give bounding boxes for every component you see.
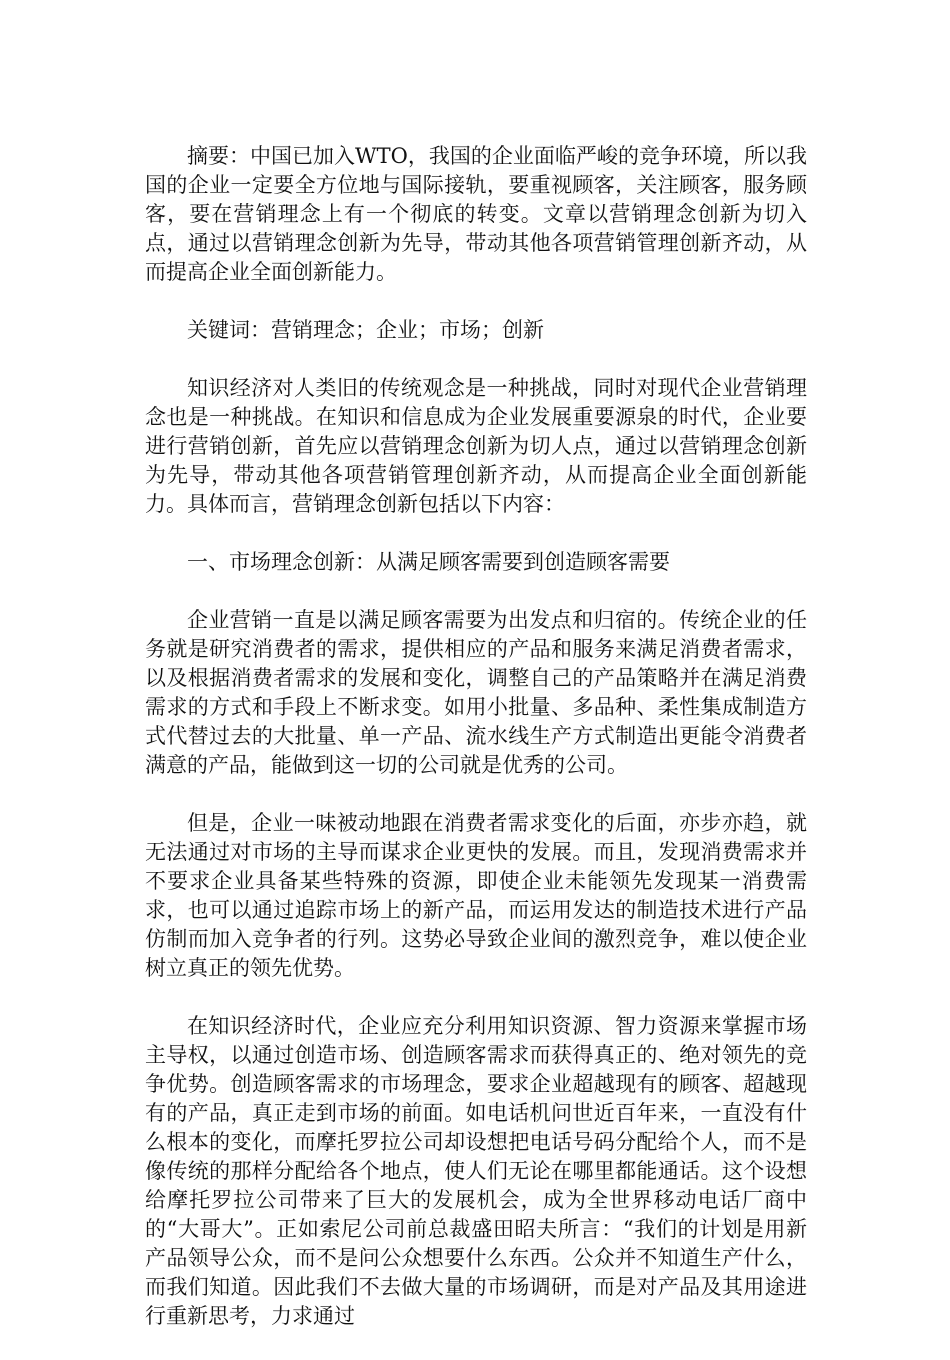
section-heading: 一、市场理念创新：从满足顾客需要到创造顾客需要 [187,550,670,574]
body-paragraph-1: 企业营销一直是以满足顾客需要为出发点和归宿的。传统企业的任务就是研究消费者的需求，提供相应的产品和服务来满足消费者需求，以及根据消费者需求的发展和变化，调整自己的产品策略并在满足消费需求的方式和手段上不断求变。如用小批量、多品种、柔性集成制造方式代替过去的大批量、单一产品、流水线生产方式制造出更能令消费者满意的产品，能做到这一切的公司就是优秀的公司。 [145,608,807,777]
intro-paragraph: 知识经济对人类旧的传统观念是一种挑战，同时对现代企业营销理念也是一种挑战。在知识和信息成为企业发展重要源泉的时代，企业要进行营销创新，首先应以营销理念创新为切人点，通过以营销理念创新为先导，带动其他各项营销管理创新齐动，从而提高企业全面创新能力。具体而言，营销理念创新包括以下内容： [145,376,807,516]
abstract-paragraph: 摘要：中国已加入WTO，我国的企业面临严峻的竞争环境，所以我国的企业一定要全方位地与国际接轨，要重视顾客，关注顾客，服务顾客，要在营销理念上有一个彻底的转变。文章以营销理念创新为切入点，通过以营销理念创新为先导，带动其他各项营销管理创新齐动，从而提高企业全面创新能力。 [145,144,807,284]
body-paragraph-2: 但是，企业一味被动地跟在消费者需求变化的后面，亦步亦趋，就无法通过对市场的主导而谋求企业更快的发展。而且，发现消费需求并不要求企业具备某些特殊的资源，即使企业未能领先发现某一消费需求，也可以通过追踪市场上的新产品，而运用发达的制造技术进行产品仿制而加入竞争者的行列。这势必导致企业间的激烈竞争，难以使企业树立真正的领先优势。 [145,811,807,980]
keywords-line: 关键词：营销理念；企业；市场；创新 [187,318,544,342]
document-page [145,142,807,1360]
body-paragraph-3: 在知识经济时代，企业应充分利用知识资源、智力资源来掌握市场主导权，以通过创造市场、创造顾客需求而获得真正的、绝对领先的竞争优势。创造顾客需求的市场理念，要求企业超越现有的顾客、超越现有的产品，真正走到市场的前面。如电话机问世近百年来，一直没有什么根本的变化，而摩托罗拉公司却设想把电话号码分配给个人，而不是像传统的那样分配给各个地点，使人们无论在哪里都能通话。这个设想给摩托罗拉公司带来了巨大的发展机会，成为全世界移动电话厂商中的“大哥大”。正如索尼公司前总裁盛田昭夫所言：“我们的计划是用新产品领导公众，而不是问公众想要什么东西。公众并不知道生产什么，而我们知道。因此我们不去做大量的市场调研，而是对产品及其用途进行重新思考，力求通过 [145,1014,807,1328]
